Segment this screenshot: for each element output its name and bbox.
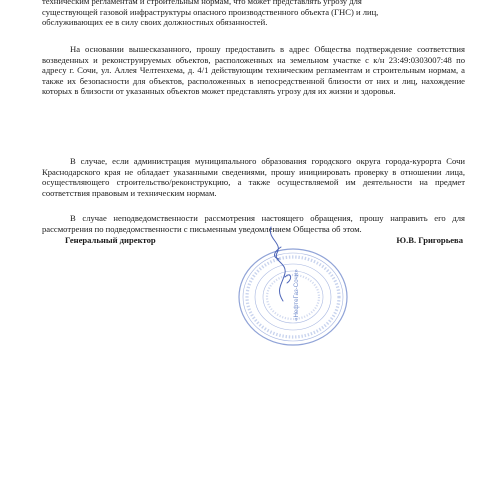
- top-line-2: существующей газовой инфраструктуры опасного производственного объекта (ГНС) и лиц,: [42, 6, 379, 17]
- paragraph-request: На основании вышесказанного, прошу предоставить в адрес Общества подтверждение соответствия возведенных и реконструируемых объектов, расположенных на земельном участке с к/н 23:49:0303007:48 по адресу г. Сочи, ул. Аллея Челтенхема, д. 4/1 действующим техническим регламентам и строительным нормам, а также их безопасности для объектов, расположенных в непосредственной близости от них и лиц, нахождение которых в близости от указанных объектов может представлять угрозу для их жизни и здоровья.: [42, 44, 465, 97]
- top-line-1: техническим регламентам и строительным нормам, что может представлять угрозу для: [42, 0, 362, 6]
- stamp-inner-text: «НефтеГаз-Сочи»: [293, 269, 300, 321]
- company-stamp: [231, 217, 351, 347]
- top-line-3: обслуживающих ее в силу своих должностных обязанностей.: [42, 17, 268, 28]
- letter-top-fragment: [42, 0, 465, 28]
- signatory-name: Ю.В. Григорьева: [396, 235, 463, 245]
- paragraph-jurisdiction: В случае неподведомственности рассмотрения настоящего обращения, прошу направить его для рассмотрения по подведомственности с письменным уведомлением Общества об этом.: [42, 213, 465, 234]
- signatory-title: Генеральный директор: [65, 235, 156, 245]
- paragraph-inspection: В случае, если администрация муниципального образования городского округа города-курорта Сочи Краснодарского края не обладает указанными сведениями, прошу инициировать проверку в отношении лица, осуществляющего строительство/реконструкцию, а также осуществляемой им деятельности на предмет соответствия правовым и техническим нормам.: [42, 156, 465, 198]
